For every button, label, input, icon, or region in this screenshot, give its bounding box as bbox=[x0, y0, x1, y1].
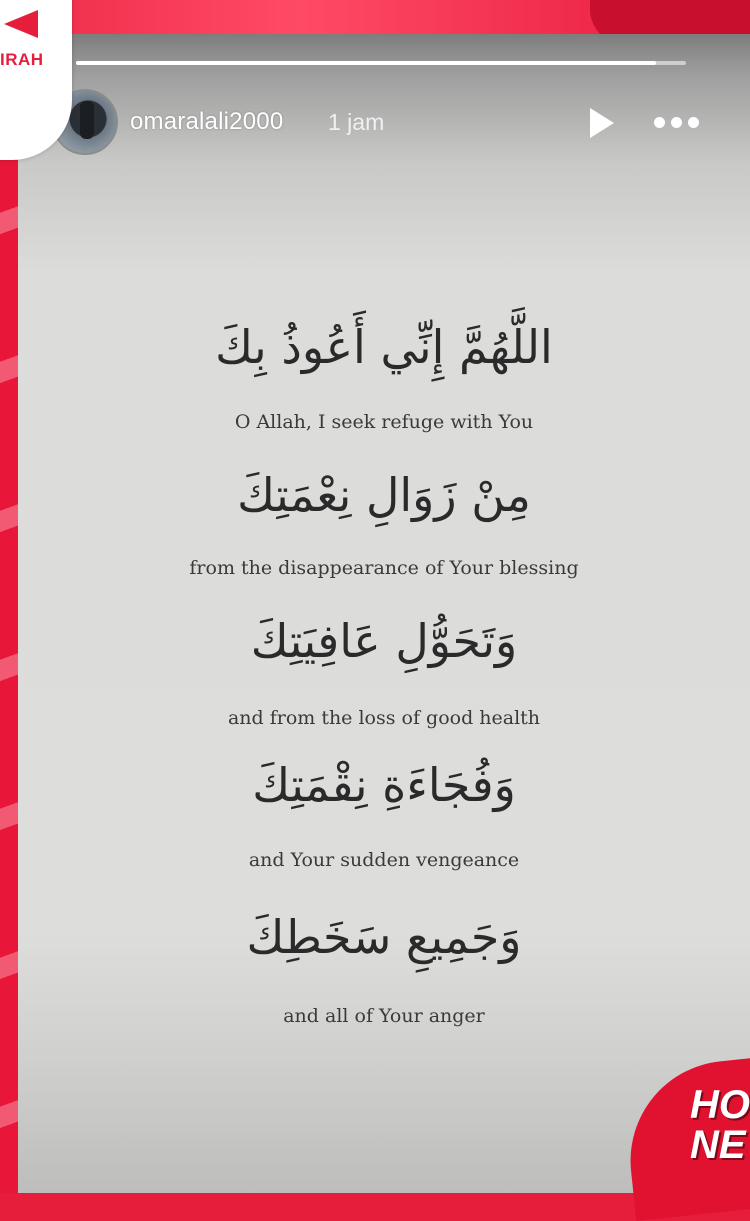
more-options-icon[interactable] bbox=[654, 117, 700, 129]
english-line: from the disappearance of Your blessing bbox=[189, 556, 579, 579]
english-line: and from the loss of good health bbox=[227, 706, 541, 729]
arabic-line: وَجَمِيعِ سَخَطِكَ bbox=[246, 910, 522, 964]
verse-1 bbox=[18, 322, 750, 433]
arabic-line: اللَّهُمَّ إِنِّي أَعُوذُ بِكَ bbox=[215, 320, 553, 374]
brand-logo-icon bbox=[4, 10, 38, 38]
verse-4 bbox=[18, 760, 750, 871]
arabic-line: وَفُجَاءَةِ نِقْمَتِكَ bbox=[252, 758, 516, 812]
story-progress-bar bbox=[76, 61, 686, 65]
english-line: and Your sudden vengeance bbox=[248, 848, 520, 871]
verse-5 bbox=[18, 912, 750, 1027]
english-line: and all of Your anger bbox=[283, 1004, 485, 1027]
frame-left-decoration bbox=[0, 0, 18, 1193]
brand-logo-text: IRAH bbox=[0, 50, 44, 69]
hot-news-label: HO NE bbox=[690, 1083, 750, 1167]
play-icon[interactable] bbox=[590, 108, 614, 138]
arabic-line: وَتَحَوُّلِ عَافِيَتِكَ bbox=[250, 614, 518, 668]
story-progress-fill bbox=[76, 61, 656, 65]
timestamp: 1 jam bbox=[328, 109, 385, 135]
username[interactable]: omaralali2000 bbox=[130, 108, 284, 135]
english-line: O Allah, I seek refuge with You bbox=[234, 410, 534, 433]
verse-2 bbox=[18, 470, 750, 579]
story-card bbox=[18, 34, 750, 1193]
verse-3 bbox=[18, 616, 750, 729]
arabic-line: مِنْ زَوَالِ نِعْمَتِكَ bbox=[237, 468, 531, 522]
